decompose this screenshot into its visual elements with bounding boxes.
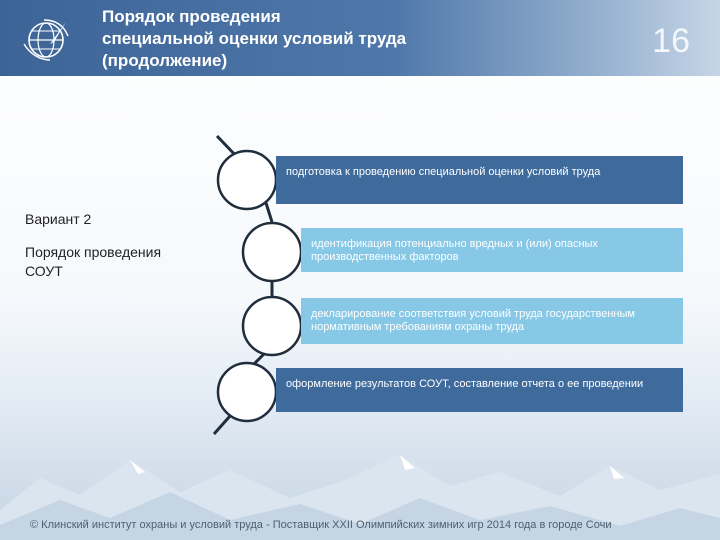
arc-connector	[214, 416, 230, 434]
step-circle	[243, 297, 301, 355]
procedure-label-line: Порядок проведения	[25, 244, 162, 260]
footer-text: © Клинский институт охраны и условий труда - Поставщик XXII Олимпийских зимних игр 2014 года в городе Сочи	[30, 519, 612, 531]
slide-title-line: (продолжение)	[102, 51, 228, 70]
variant-label: Вариант 2	[25, 211, 92, 227]
step-circle	[243, 223, 301, 281]
arc-connector	[266, 203, 272, 222]
step-identification: идентификация потенциально вредных и (или) опасных производственных факторов	[301, 228, 683, 272]
step-preparation: подготовка к проведению специальной оценки условий труда	[276, 156, 683, 204]
step-reporting: оформление результатов СОУТ, составление отчета о ее проведении	[276, 368, 683, 412]
slide-title-line: специальной оценки условий труда	[102, 29, 407, 48]
step-circle	[218, 363, 276, 421]
procedure-label-line: СОУТ	[25, 263, 63, 279]
step-circle	[218, 151, 276, 209]
slide-number: 16	[652, 22, 690, 60]
slide-title-line: Порядок проведения	[102, 7, 281, 26]
step-declaration: декларирование соответствия условий труда государственным нормативным требованиям охраны труда	[301, 298, 683, 344]
